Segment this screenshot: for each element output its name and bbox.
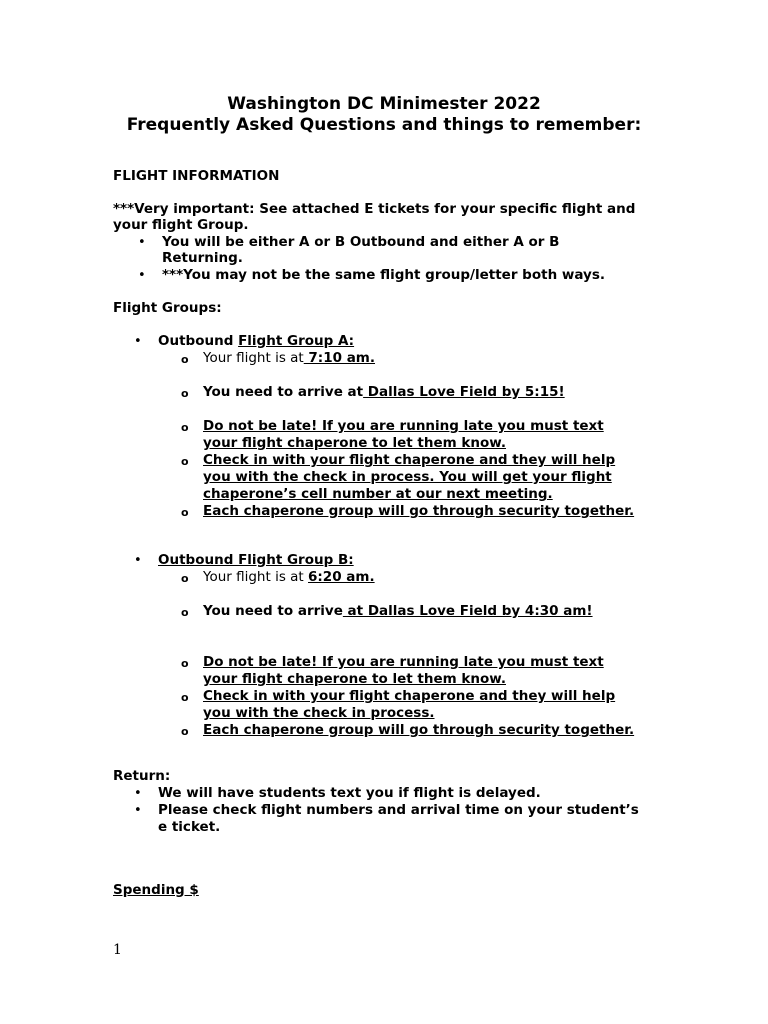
sub-bullet-icon: o (181, 506, 189, 519)
group-a-security: Each chaperone group will go through security together. (203, 503, 635, 519)
sub-bullet-icon: o (181, 725, 189, 738)
bullet-icon: • (134, 786, 142, 801)
bullet-icon: • (138, 235, 146, 250)
group-a-arrive: You need to arrive at Dallas Love Field by 5:15! (203, 384, 565, 400)
important-note-line1: ***Very important: See attached E tickets for your specific flight and (113, 201, 636, 217)
group-a-checkin-line3: chaperone’s cell number at our next meeting. (203, 486, 553, 502)
intro-bullet-2: ***You may not be the same flight group/letter both ways. (162, 267, 606, 283)
group-b-arrive: You need to arrive at Dallas Love Field by 4:30 am! (203, 603, 593, 619)
group-b-security: Each chaperone group will go through security together. (203, 722, 635, 738)
group-b-checkin-line1: Check in with your flight chaperone and they will help (203, 688, 616, 704)
group-b-label: Outbound Flight Group B: (158, 552, 354, 568)
group-a-label-link: Flight Group A: (238, 333, 355, 349)
sub-bullet-icon: o (181, 421, 189, 434)
intro-bullet-1-line1: You will be either A or B Outbound and either A or B (162, 234, 560, 250)
bullet-icon: • (134, 803, 142, 818)
return-bullet-1: We will have students text you if flight is delayed. (158, 785, 541, 801)
group-b-time: Your flight is at 6:20 am. (203, 569, 375, 585)
page-title: Washington DC Minimester 2022 (227, 94, 541, 114)
sub-bullet-icon: o (181, 691, 189, 704)
group-a-late-line1: Do not be late! If you are running late you must text (203, 418, 604, 434)
group-a-checkin-line2: you with the check in process. You will get your flight (203, 469, 612, 485)
important-note-line2: your flight Group. (113, 217, 249, 233)
sub-bullet-icon: o (181, 606, 189, 619)
spending-heading: Spending $ (113, 882, 199, 898)
group-b-checkin-line2: you with the check in process. (203, 705, 435, 721)
intro-bullet-1-line2: Returning. (162, 250, 243, 266)
group-a-time: Your flight is at 7:10 am. (203, 350, 376, 366)
page-number: 1 (113, 942, 122, 958)
return-heading: Return: (113, 768, 171, 784)
bullet-icon: • (138, 268, 146, 283)
sub-bullet-icon: o (181, 455, 189, 468)
page-subtitle: Frequently Asked Questions and things to remember: (126, 115, 642, 135)
return-bullet-2-line2: e ticket. (158, 819, 221, 835)
sub-bullet-icon: o (181, 387, 189, 400)
group-a-checkin-line1: Check in with your flight chaperone and they will help (203, 452, 616, 468)
flight-groups-heading: Flight Groups: (113, 300, 222, 316)
group-b-late-line1: Do not be late! If you are running late you must text (203, 654, 604, 670)
group-a-late-line2: your flight chaperone to let them know. (203, 435, 506, 451)
sub-bullet-icon: o (181, 572, 189, 585)
bullet-icon: • (134, 553, 142, 568)
group-a-label: Outbound Flight Group A: (158, 333, 355, 349)
sub-bullet-icon: o (181, 657, 189, 670)
return-bullet-2-line1: Please check flight numbers and arrival time on your student’s (158, 802, 639, 818)
sub-bullet-icon: o (181, 353, 189, 366)
group-b-late-line2: your flight chaperone to let them know. (203, 671, 506, 687)
flight-info-heading: FLIGHT INFORMATION (113, 168, 280, 184)
bullet-icon: • (134, 334, 142, 349)
